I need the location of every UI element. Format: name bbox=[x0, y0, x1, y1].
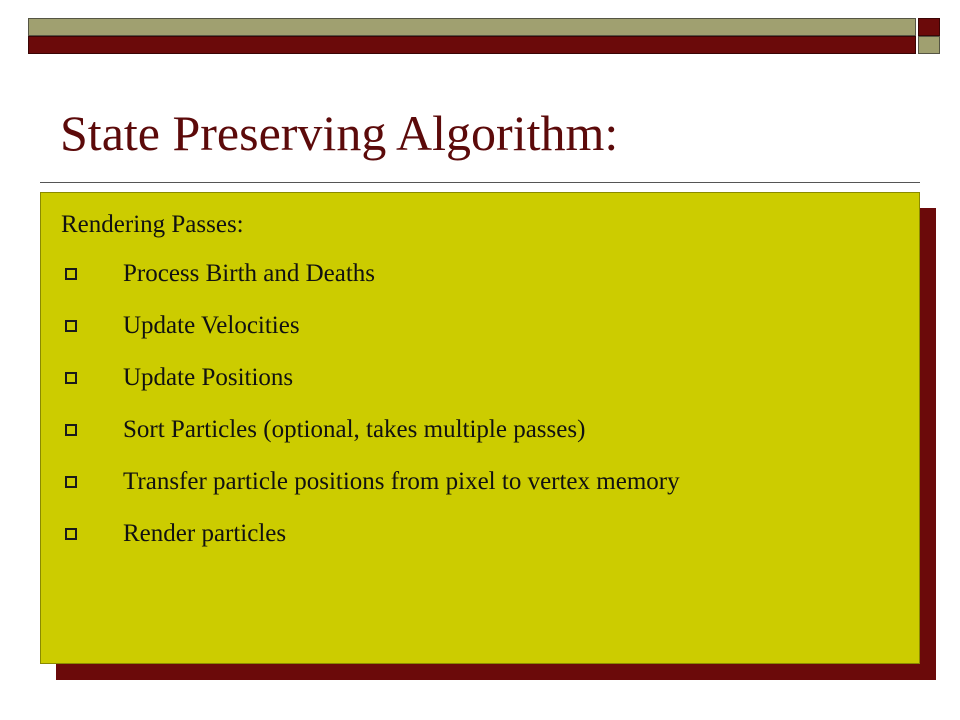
list-item bbox=[61, 310, 899, 342]
square-bullet-icon bbox=[65, 476, 77, 488]
list-item bbox=[61, 466, 899, 498]
list-item bbox=[61, 258, 899, 290]
bullet-label: Transfer particle positions from pixel to vertex memory bbox=[123, 468, 680, 495]
content-box bbox=[40, 192, 920, 664]
square-bullet-icon bbox=[65, 268, 77, 280]
title-divider bbox=[40, 182, 920, 183]
corner-block-maroon bbox=[918, 18, 940, 36]
square-bullet-icon bbox=[65, 372, 77, 384]
corner-block-olive bbox=[918, 36, 940, 54]
bullet-label: Update Velocities bbox=[123, 312, 300, 339]
top-bar-maroon bbox=[28, 36, 916, 54]
bullet-label: Update Positions bbox=[123, 364, 294, 391]
bullet-label: Process Birth and Deaths bbox=[123, 260, 376, 287]
list-item bbox=[61, 414, 899, 446]
top-bar-olive bbox=[28, 18, 916, 36]
list-item bbox=[61, 362, 899, 394]
square-bullet-icon bbox=[65, 320, 77, 332]
bullet-list bbox=[61, 258, 899, 550]
bullet-label: Render particles bbox=[123, 520, 287, 547]
square-bullet-icon bbox=[65, 424, 77, 436]
list-item bbox=[61, 518, 899, 550]
slide-title: State Preserving Algorithm: bbox=[60, 105, 619, 161]
intro-text: Rendering Passes: bbox=[61, 211, 244, 238]
bullet-label: Sort Particles (optional, takes multiple passes) bbox=[123, 416, 586, 443]
square-bullet-icon bbox=[65, 528, 77, 540]
